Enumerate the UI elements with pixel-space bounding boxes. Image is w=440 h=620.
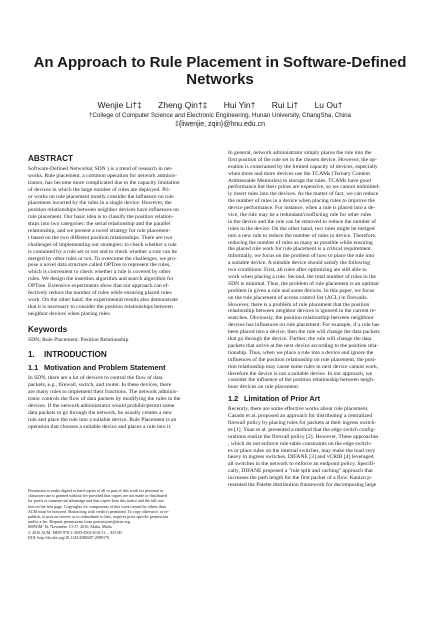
text-line: packets, e.g., firewall, switch, and router. In these devices, there (28, 382, 172, 389)
text-line: into a new rule to reduce the number of rules in device. Therefore, (228, 232, 377, 239)
text-line: However, there is a problem of rule placement that the position (228, 301, 370, 308)
subsection-title: Motivation and Problem Statement (44, 363, 166, 373)
abstract-heading: ABSTRACT (28, 154, 74, 163)
text-line: rule and place the rule into a suitable device. Rule Placement is an (28, 416, 177, 423)
permission-body (28, 488, 221, 540)
text-line: es [1]. Yuan et al. presented a method that the edge switch config- (228, 426, 376, 433)
text-line: reducing the number of rules as many as possible while ensuring (228, 239, 373, 246)
subsection-number: 1.1 (28, 363, 39, 373)
text-line: © 2016 ACM. ISBN 978-1-4503-4502-6/16/11 ... $15.00 (28, 529, 122, 535)
text-line: or works on rule placement mostly consider the influence on rule (28, 193, 174, 200)
permission-block (28, 488, 221, 540)
text-line: firewall policy by placing rules for packets at their ingress switch- (228, 419, 377, 426)
section-title: INTRODUCTION (44, 350, 107, 360)
text-line: neighbor devices when placing rules. (28, 310, 112, 317)
subsection-number: 1.2 (228, 394, 239, 404)
text-line: ACM must be honored. Abstracting with credit is permitted. To copy otherwise, or re- (28, 508, 169, 514)
text-line: influences of the position relationship on rule placement, the posi- (228, 356, 377, 363)
text-line: trators, has become more complicated due to the capacity limitation (28, 179, 180, 186)
text-line: the placed rule work for rule placement is a critical requirement. (228, 246, 372, 253)
section-number: 1. (28, 350, 35, 360)
text-line: data packets to go through the network, he usually creates a new (28, 409, 173, 416)
author-name: Rui Li† (271, 100, 299, 110)
text-line: MSWiM '16, November 13-17, 2016, Malta, Malta (28, 524, 112, 530)
text-line: increases the path length for the first packet of a flow. Kanizo p- (228, 475, 372, 482)
text-line: Permission to make digital or hard copies of all or part of this work for personal or (28, 488, 164, 493)
text-line: are many rules to implement their functions. The network adminis- (28, 389, 178, 396)
text-line: In general, network administrator simply places the rule into the (228, 150, 372, 156)
keywords-text: SDN; Rule Placement; Position Relationship (28, 336, 129, 343)
limitation-body (228, 406, 421, 489)
text-line: urations realize the firewall policy [2]. However, These approaches (228, 433, 379, 440)
author-list (0, 100, 440, 110)
right-column (228, 150, 421, 489)
text-line: device performance. For instance, when a rule is placed into a de- (228, 205, 376, 212)
paragraph-general (228, 150, 421, 253)
subsection-title: Limitation of Prior Art (244, 394, 321, 404)
text-line: tion relationship may cause some rules in next device cannot work, (228, 363, 379, 370)
text-line: tion on the first page. Copyrights for components of this work owned by others than (28, 503, 166, 509)
author-name: Hui Yin† (223, 100, 256, 110)
text-line: ly insert rules into the devices. As the matter of fact, we can reduce (228, 191, 379, 198)
text-line: vice, the rule may be a redundant/conflicting rule for other rules (228, 212, 372, 219)
text-line: Software-Defined Networks( SDN ) is a trend of research in net- (28, 166, 173, 172)
text-line: searches. Obviously, the position relationship between neighbour (228, 315, 374, 322)
keywords-heading: Keywords (28, 324, 68, 334)
paper-title-line1: An Approach to Rule Placement in Software-Defined (33, 54, 407, 71)
motivation-body (28, 375, 221, 430)
text-line: merged by other rules or not. To overcome the challenges, we pro- (28, 255, 177, 262)
text-line: pose a novel data structure called OPTree to represent the rules, (28, 262, 171, 269)
text-line: the number of rules in a device when placing rules to improve the (228, 198, 375, 205)
text-line: rule placement. Our basic idea is to classify the position relation- (28, 214, 174, 221)
author-name: Wenjie Li†‡ (97, 100, 142, 110)
text-line: In SDN, there are a lot of devices to control the flow of data (28, 375, 163, 382)
text-line: devices. If the network administrator would prohibit/permit some (28, 403, 175, 410)
text-line: is contained by a rule set or not and to check whether a rule can be (28, 248, 177, 255)
text-line: on the rule placement of access control list (ACL) in firewalls. (228, 294, 368, 301)
text-line: that go through the device. Further, the rule will change the data (228, 336, 372, 343)
text-line: relationship between neighbor devices is ignored in the current re- (228, 308, 377, 315)
text-line: ships into two categories: the serial relationship and the parallel (28, 221, 171, 228)
text-line: performance but their prices are expensive, so we cannot unlimited- (228, 184, 380, 191)
author-name: Lu Ou† (314, 100, 343, 110)
text-line: a suitable device. A suitable device should satisfy the following (228, 260, 370, 267)
text-line: for profit or commercial advantage and that copies bear this notice and the full cita- (28, 498, 165, 504)
text-line: rules in the device. On the other hand, two rules might be merged (228, 225, 375, 232)
author-email: ‡{liwenjie, zqin}@hnu.edu.cn (174, 121, 265, 128)
paper-title-line2: Networks (186, 71, 254, 88)
text-line: placement incurred by the rules in a single device. However, the (28, 200, 172, 207)
text-line: fectively reduce the number of rules while ensuring placed rules (28, 290, 172, 297)
text-line: devices has influences on rule placement. For example, if a rule has (228, 322, 380, 329)
text-line: position relationships between neighbor devices have influences on (28, 207, 179, 214)
text-line: when more and more devices use the TCAMs (Ternary Content (228, 170, 370, 177)
text-line: Addressable Memories) to storage the rules. TCAMs have good (228, 177, 371, 184)
text-line: problem in given a rule and some devices. In this paper, we focus (228, 287, 375, 294)
left-column (28, 150, 221, 431)
text-line: es or place rules on the internal switches, may make the load very (228, 447, 376, 454)
text-line: Casado et al. proposed an approach for distributing a centralized (228, 413, 373, 420)
text-line: work when placing a rule. Second, the total number of rules in the (228, 274, 376, 281)
section-heading-introduction (28, 349, 221, 360)
text-line: tionship. Thus, when we place a rule into a device and ignore the (228, 349, 374, 356)
text-line: resented the Palette distribution framework for decomposing large (228, 481, 377, 488)
text-line: works. Rule placement, a common operation for network adminis- (28, 172, 177, 179)
text-line: heavy in ingress switches. DIFANE [3] and vCRIB [4] leveraged (228, 454, 374, 461)
paragraph-however (228, 302, 421, 392)
text-line: cally, DIFANE proposed a "rule split and caching" approach that (228, 468, 373, 475)
text-line: OPTree. Extensive experiments show that our approach can ef- (28, 283, 170, 290)
text-line: relationship, and we present a novel strategy for rule placemen- (28, 228, 171, 235)
abstract-body (28, 166, 221, 318)
text-line: two conditions: First, all rules after optimizing are still able to (228, 267, 367, 274)
text-line: challenges of implementing our strategies: to check whether a rule (28, 241, 177, 248)
text-line: SDN is minimal. Thus, the problem of rule placement is an optimal (228, 280, 379, 287)
text-line: of devices in which the large number of rules are deployed. Pri- (28, 186, 171, 193)
text-line: t based on the two different position relationships. There are two (28, 234, 173, 241)
text-line: Informally, we focus on the problem of how to place the rule into (228, 253, 375, 260)
text-line: eration is constrained by the limited capacity of devices, especially (228, 163, 378, 170)
author-affiliation: †College of Computer Science and Electronic Engineering, Hunan University, ChangSha, China (89, 112, 351, 119)
paragraph-informally (228, 253, 421, 301)
text-line: been placed into a device, then the rule will change the data packets (228, 329, 380, 336)
text-line: trator controls the flow of data packets by modifying the rules in the (28, 396, 181, 403)
text-line: DOI: http://dx.doi.org/10.1145/2988287.2989170 (28, 534, 110, 540)
text-line: rules. We design the insertion algorithm and search algorithm for (28, 276, 174, 283)
text-line: all switches in the network to enforce an endpoint policy. Specifi- (228, 461, 376, 468)
author-name: Zheng Qin†‡ (158, 100, 208, 110)
text-line: that it is necessary to consider the position relationships between (28, 303, 173, 310)
text-line: work. On the other hand, the experimental results also demonstrate (28, 296, 178, 303)
text-line: operation that chooses a suitable device and places a rule into it. (28, 423, 172, 430)
subsection-heading-motivation (28, 363, 221, 373)
text-line: packets that arrive at the next device according to the position rela- (228, 342, 379, 349)
text-line: consider the influence of the position relationship between neigh- (228, 377, 375, 384)
text-line: Recently, there are some effective works about rule placement. (228, 406, 369, 413)
text-line: therefore the device is not a suitable device. In our approach, we (228, 370, 373, 377)
text-line: and/or a fee. Request permissions from permissions@acm.org. (28, 519, 131, 525)
text-line: bour devices on rule placement. (228, 384, 300, 391)
text-line: first position of the rule set in the chosen device. However, the op- (228, 156, 377, 163)
text-line: which is convenient to check whether a rule is covered by other (28, 269, 171, 276)
text-line: classroom use is granted without fee provided that copies are not made or distributed (28, 493, 168, 499)
text-line: in the device and the rule can be removed to reduce the number of (228, 218, 377, 225)
text-line: publish, to post on servers or to redistribute to lists, requires prior specific permission (28, 513, 168, 519)
subsection-heading-limitation (228, 394, 421, 404)
text-line: , which do not enforce rule-table constraints on the edge switch- (228, 440, 372, 447)
